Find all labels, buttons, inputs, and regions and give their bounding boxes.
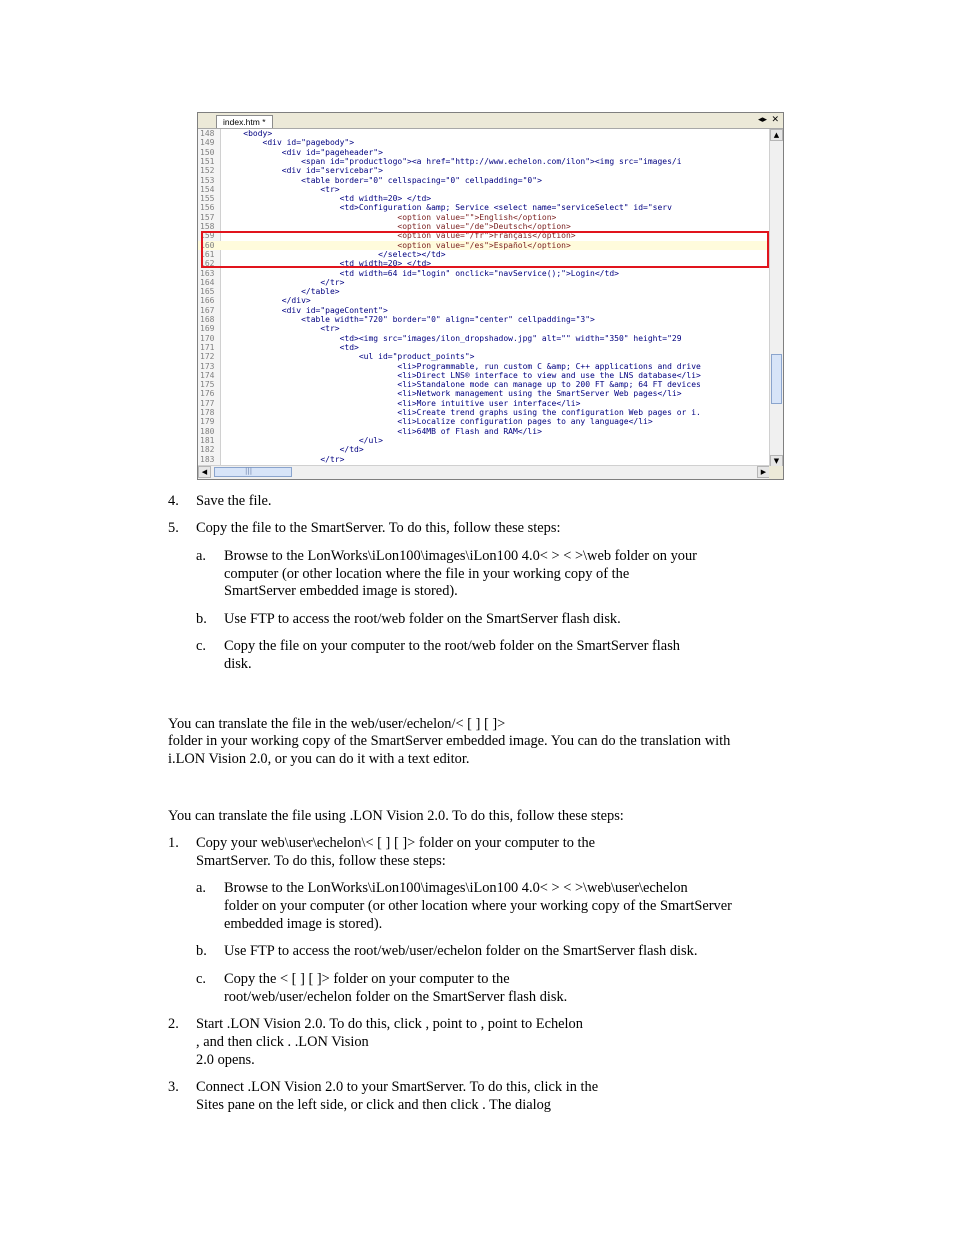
step-5c-line-1: Copy the file on your computer to the root/web folder on the SmartServer flash	[224, 638, 680, 654]
line-number: 153	[200, 175, 215, 185]
step-5a-line-3: SmartServer embedded image is stored).	[224, 583, 458, 599]
line-number: 177	[200, 398, 215, 408]
step-3-line-1: Connect .LON Vision 2.0 to your SmartServer. To do this, click in the	[196, 1079, 599, 1095]
code-line[interactable]	[198, 138, 770, 147]
line-number: 149	[200, 138, 215, 148]
code-text[interactable]: <li>Standalone mode can manage up to 200 FT &amp; 64 FT devices	[224, 380, 701, 390]
step-1c-line-1: Copy the < [ ] [ ]> folder on your computer to the	[224, 971, 510, 987]
code-text[interactable]: <li>Programmable, run custom C &amp; C++ applications and drive	[224, 361, 701, 371]
step-1a-line-1: Browse to the LonWorks\iLon100\images\iLon100 4.0< > < >\web\user\echelon	[224, 880, 688, 896]
code-line[interactable]	[198, 334, 770, 343]
code-line[interactable]	[198, 194, 770, 203]
step-1-line-2: SmartServer. To do this, follow these steps:	[196, 853, 446, 869]
line-number: 162	[200, 259, 215, 269]
line-number: 183	[200, 454, 215, 464]
step-5a-line-2: computer (or other location where the file in your working copy of the	[224, 566, 630, 582]
step-5b-label: b.	[196, 611, 207, 627]
horizontal-scroll-thumb[interactable]	[214, 467, 292, 477]
line-number: 165	[200, 287, 215, 297]
code-text[interactable]: <li>Direct LNS® interface to view and use the LNS database</li>	[224, 370, 701, 380]
code-editor-screenshot	[197, 112, 784, 480]
code-text[interactable]: </select></td>	[224, 249, 446, 259]
code-text[interactable]: <tr>	[224, 184, 340, 194]
code-text[interactable]: <div id="pagebody">	[224, 138, 355, 148]
code-line[interactable]	[198, 380, 770, 389]
paragraph-2-line-1: You can translate the file using .LON Vision 2.0. To do this, follow these steps:	[168, 808, 624, 824]
scroll-down-icon[interactable]: ▼	[770, 455, 783, 467]
line-number: 167	[200, 305, 215, 315]
code-line[interactable]	[198, 315, 770, 324]
scroll-corner	[769, 466, 783, 479]
step-2-number: 2.	[168, 1016, 179, 1032]
code-area[interactable]	[198, 129, 770, 467]
code-line[interactable]	[198, 436, 770, 445]
line-number: 181	[200, 435, 215, 445]
tab-scroll-arrows-icon[interactable]: ◂▸	[757, 115, 767, 125]
line-number: 164	[200, 277, 215, 287]
code-text[interactable]: </tr>	[224, 454, 345, 464]
code-line[interactable]	[198, 343, 770, 352]
code-line[interactable]	[198, 399, 770, 408]
line-number: 176	[200, 389, 215, 399]
step-1b-label: b.	[196, 943, 207, 959]
code-text[interactable]: <div id="servicebar">	[224, 166, 383, 176]
code-text[interactable]: </div>	[224, 296, 311, 306]
code-line[interactable]	[198, 203, 770, 212]
scroll-up-icon[interactable]: ▲	[770, 129, 783, 141]
highlight-box	[201, 231, 769, 268]
line-number: 168	[200, 315, 215, 324]
step-3-line-2: Sites pane on the left side, or click and then click . The dialog	[196, 1097, 552, 1113]
code-text[interactable]: <li>Network management using the SmartServer Web pages</li>	[224, 389, 682, 399]
code-line[interactable]	[198, 306, 770, 315]
code-line[interactable]	[198, 352, 770, 361]
close-icon[interactable]: ✕	[771, 115, 779, 125]
code-text[interactable]: <div id="pageContent">	[224, 305, 388, 315]
line-number: 170	[200, 333, 215, 343]
code-text[interactable]: <div id="pageheader">	[224, 147, 383, 157]
line-number: 161	[200, 249, 215, 259]
step-1c-line-2: root/web/user/echelon folder on the SmartServer flash disk.	[224, 989, 568, 1005]
code-text[interactable]: <td><img src="images/ilon_dropshadow.jpg" alt="" width="350" height="29	[224, 333, 682, 343]
step-2-line-1: Start .LON Vision 2.0. To do this, click , point to , point to Echelon	[196, 1016, 583, 1032]
line-number: 171	[200, 342, 215, 352]
line-number: 166	[200, 296, 215, 306]
code-line[interactable]	[198, 129, 770, 138]
line-number: 155	[200, 194, 215, 204]
editor-tab-bar	[198, 113, 783, 129]
code-text[interactable]: <span id="productlogo"><a href="http://www.echelon.com/ilon"><img src="images/i	[224, 156, 682, 166]
step-2-line-3: 2.0 opens.	[196, 1052, 255, 1068]
horizontal-scrollbar[interactable]	[198, 465, 770, 479]
vertical-scrollbar[interactable]	[769, 129, 783, 467]
line-number: 152	[200, 166, 215, 176]
code-line[interactable]	[198, 222, 770, 231]
step-1-number: 1.	[168, 835, 179, 851]
code-line[interactable]	[198, 287, 770, 296]
line-number: 159	[200, 231, 215, 241]
line-number: 160	[200, 240, 215, 250]
step-4-number: 4.	[168, 493, 179, 509]
code-line[interactable]	[198, 455, 770, 464]
line-number: 180	[200, 426, 215, 436]
vertical-scroll-thumb[interactable]	[771, 354, 782, 404]
code-line[interactable]	[198, 176, 770, 185]
code-text[interactable]: <option value="/fr">Français</option>	[224, 231, 576, 241]
step-1a-line-2: folder on your computer (or other location where your working copy of the SmartServer	[224, 898, 732, 914]
code-line[interactable]	[198, 408, 770, 417]
code-text[interactable]: </table>	[224, 287, 340, 297]
scroll-grip-icon: |||	[245, 467, 253, 475]
tab-index-htm[interactable]: index.htm *	[216, 115, 273, 128]
code-text[interactable]: <table width="720" border="0" align="center" cellpadding="3">	[224, 315, 595, 324]
code-text[interactable]: <td>	[224, 342, 359, 352]
code-text[interactable]: <option value="/de">Deutsch</option>	[224, 222, 571, 231]
paragraph-1-line-2: folder in your working copy of the SmartServer embedded image. You can do the translation with	[168, 733, 731, 749]
code-text[interactable]: <td>Configuration &amp; Service <select name="serviceSelect" id="serv	[224, 203, 672, 213]
scroll-left-icon[interactable]: ◀	[198, 466, 211, 478]
code-line[interactable]	[198, 278, 770, 287]
line-number: 163	[200, 268, 215, 278]
code-line[interactable]	[198, 427, 770, 436]
step-5-text: Copy the file to the SmartServer. To do this, follow these steps:	[196, 520, 561, 536]
code-text[interactable]: <body>	[224, 129, 273, 138]
step-3-number: 3.	[168, 1079, 179, 1095]
line-number: 178	[200, 408, 215, 417]
step-1a-label: a.	[196, 880, 206, 896]
step-5a-label: a.	[196, 548, 206, 564]
step-1-line-1: Copy your web\user\echelon\< [ ] [ ]> folder on your computer to the	[196, 835, 596, 851]
step-5b-line-1: Use FTP to access the root/web folder on the SmartServer flash disk.	[224, 611, 621, 627]
line-number: 156	[200, 203, 215, 213]
line-number: 174	[200, 370, 215, 380]
code-line[interactable]	[198, 371, 770, 380]
code-text[interactable]: <li>Create trend graphs using the configuration Web pages or i.	[224, 408, 701, 417]
code-text[interactable]: <option value="/es">Español</option>	[224, 240, 571, 250]
code-line[interactable]	[198, 185, 770, 194]
step-4-text: Save the file.	[196, 493, 272, 509]
code-text[interactable]: </tr>	[224, 277, 345, 287]
line-number: 154	[200, 184, 215, 194]
code-text[interactable]: <ul id="product_points">	[224, 352, 475, 362]
line-number: 148	[200, 129, 215, 138]
step-1a-line-3: embedded image is stored).	[224, 916, 383, 932]
code-text[interactable]: <td width=20> </td>	[224, 259, 432, 269]
code-line[interactable]	[198, 157, 770, 166]
code-text[interactable]: <li>More intuitive user interface</li>	[224, 398, 581, 408]
code-line[interactable]	[198, 166, 770, 175]
step-1c-label: c.	[196, 971, 206, 987]
line-number: 169	[200, 324, 215, 334]
code-text[interactable]: </ul>	[224, 435, 383, 445]
code-line[interactable]	[198, 213, 770, 222]
code-text[interactable]: <td width=20> </td>	[224, 194, 432, 204]
code-line[interactable]	[198, 445, 770, 454]
step-5c-label: c.	[196, 638, 206, 654]
code-text[interactable]: <tr>	[224, 324, 340, 334]
step-5a-line-1: Browse to the LonWorks\iLon100\images\iLon100 4.0< > < >\web folder on your	[224, 548, 697, 564]
code-text[interactable]: <td width=64 id="login" onclick="navService();">Login</td>	[224, 268, 619, 278]
line-number: 150	[200, 147, 215, 157]
step-2-line-2: , and then click . .LON Vision	[196, 1034, 369, 1050]
code-text[interactable]: <li>64MB of Flash and RAM</li>	[224, 426, 542, 436]
code-text[interactable]: </td>	[224, 445, 364, 455]
line-number: 173	[200, 361, 215, 371]
line-number: 182	[200, 445, 215, 455]
line-number: 172	[200, 352, 215, 362]
line-number: 175	[200, 380, 215, 390]
code-line[interactable]	[198, 362, 770, 371]
code-line[interactable]	[198, 296, 770, 305]
step-5c-line-2: disk.	[224, 656, 252, 672]
code-text[interactable]: <table border="0" cellspacing="0" cellpadding="0">	[224, 175, 542, 185]
code-line[interactable]	[198, 148, 770, 157]
paragraph-1-line-3: i.LON Vision 2.0, or you can do it with a text editor.	[168, 751, 470, 767]
step-5-number: 5.	[168, 520, 179, 536]
code-line[interactable]	[198, 417, 770, 426]
code-text[interactable]: <li>Localize configuration pages to any language</li>	[224, 417, 653, 427]
code-text[interactable]: <option value="">English</option>	[224, 212, 557, 222]
step-1b-line-1: Use FTP to access the root/web/user/echelon folder on the SmartServer flash disk.	[224, 943, 698, 959]
code-line[interactable]	[198, 324, 770, 333]
line-number: 157	[200, 212, 215, 222]
code-line[interactable]	[198, 389, 770, 398]
line-number: 179	[200, 417, 215, 427]
line-number: 158	[200, 222, 215, 231]
paragraph-1-line-1: You can translate the file in the web/user/echelon/< [ ] [ ]>	[168, 716, 506, 732]
code-line[interactable]	[198, 269, 770, 278]
scroll-right-icon[interactable]: ▶	[757, 466, 770, 478]
line-number: 151	[200, 156, 215, 166]
